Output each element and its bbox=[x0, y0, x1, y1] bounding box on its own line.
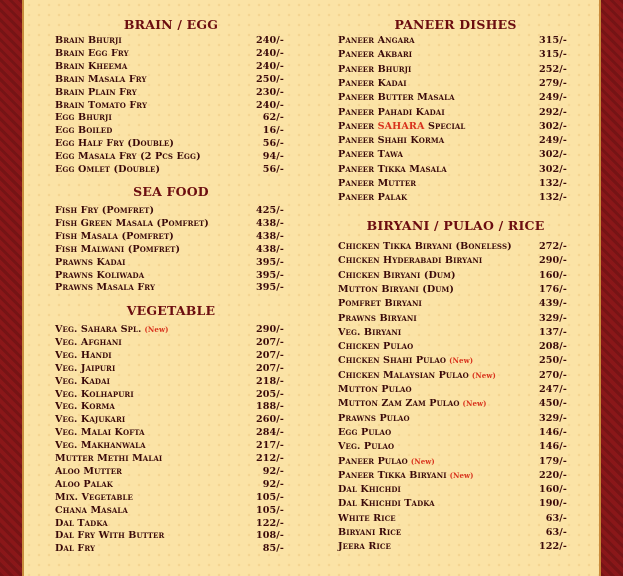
menu-item-name: Egg Boiled bbox=[55, 125, 113, 137]
menu-item bbox=[55, 231, 287, 243]
menu-item-price: 92/- bbox=[262, 478, 284, 490]
menu-item bbox=[338, 298, 573, 310]
menu-item bbox=[55, 440, 287, 452]
menu-item-price: 240/- bbox=[255, 99, 284, 111]
menu-item bbox=[55, 401, 287, 413]
menu-item-price: 395/- bbox=[255, 282, 284, 294]
menu-item-name: Paneer bbox=[338, 120, 375, 132]
menu-item bbox=[338, 178, 573, 190]
menu-item bbox=[338, 541, 573, 553]
menu-item-name: Dal Khichdi bbox=[338, 484, 401, 496]
menu-item bbox=[55, 112, 287, 124]
menu-item-name: Brain Tomato Fry bbox=[55, 99, 148, 111]
menu-item-name: Egg Omlet (Double) bbox=[55, 164, 161, 175]
menu-item bbox=[55, 324, 287, 336]
menu-item-price: 137/- bbox=[538, 326, 567, 338]
menu-item-highlight: SAHARA bbox=[377, 120, 425, 132]
menu-item-price: 146/- bbox=[538, 441, 567, 453]
menu-item bbox=[55, 427, 287, 439]
menu-item bbox=[55, 205, 287, 217]
menu-item-price: 249/- bbox=[538, 92, 567, 104]
menu-item-price: 315/- bbox=[538, 35, 567, 46]
menu-item-price: 105/- bbox=[255, 504, 284, 516]
menu-item bbox=[338, 413, 573, 425]
menu-item bbox=[338, 270, 573, 282]
menu-item-name: Chicken Malaysian Pulao bbox=[338, 369, 469, 381]
menu-item bbox=[338, 384, 573, 396]
menu-item-name: Dal Fry With Butter bbox=[55, 530, 165, 542]
section-heading-brain-egg: BRAIN / EGG bbox=[123, 17, 219, 32]
menu-item-price: 292/- bbox=[538, 106, 567, 118]
menu-item-name: Jeera Rice bbox=[338, 541, 391, 553]
menu-item-price: 85/- bbox=[262, 543, 284, 555]
menu-item-price: 176/- bbox=[538, 283, 567, 295]
menu-item-price: 240/- bbox=[255, 47, 284, 59]
menu-item bbox=[338, 527, 573, 539]
new-badge: (New) bbox=[410, 456, 435, 466]
menu-item bbox=[338, 78, 573, 90]
menu-item-name: Paneer Tikka Masala bbox=[338, 163, 447, 175]
menu-item-price: 279/- bbox=[538, 77, 567, 89]
menu-item bbox=[55, 389, 287, 401]
menu-item-price: 302/- bbox=[538, 149, 567, 161]
menu-item-name: Mutton Zam Zam Pulao bbox=[338, 398, 460, 410]
menu-item-price: 240/- bbox=[255, 60, 284, 72]
menu-item-name: Prawns Masala Fry bbox=[55, 282, 156, 294]
section-heading-biryani: BIRYANI / PULAO / RICE bbox=[366, 218, 545, 233]
menu-item-name: Chicken Pulao bbox=[338, 341, 414, 353]
menu-item-name: Chicken Tikka Biryani (Boneless) bbox=[338, 241, 512, 252]
menu-item-name: Prawns Pulao bbox=[338, 412, 410, 424]
menu-item-price: 329/- bbox=[538, 312, 567, 324]
menu-item-name: Mutton Pulao bbox=[338, 384, 412, 395]
menu-item-name: Veg. Kolhapuri bbox=[55, 388, 134, 400]
menu-item-price: 272/- bbox=[538, 241, 567, 252]
menu-item-name: Paneer Butter Masala bbox=[338, 92, 455, 104]
menu-item-price: 205/- bbox=[255, 388, 284, 400]
menu-item-price: 179/- bbox=[538, 455, 567, 467]
menu-item-price: 230/- bbox=[255, 86, 284, 98]
menu-item-suffix: Special bbox=[427, 120, 466, 132]
menu-item-name: Veg. Afghani bbox=[55, 336, 122, 348]
menu-item-price: 132/- bbox=[538, 178, 567, 189]
menu-item-name: Egg Pulao bbox=[338, 426, 392, 438]
menu-item-price: 56/- bbox=[262, 164, 284, 175]
new-badge: (New) bbox=[449, 356, 474, 366]
menu-item-price: 62/- bbox=[262, 112, 284, 124]
menu-item-price: 207/- bbox=[255, 362, 284, 374]
menu-item-name: Dal Khichdi Tadka bbox=[338, 498, 435, 510]
menu-item bbox=[338, 441, 573, 453]
menu-item-name: Brain Masala Fry bbox=[55, 73, 147, 85]
menu-item-price: 208/- bbox=[538, 341, 567, 353]
menu-item bbox=[55, 35, 287, 47]
left-gold-line bbox=[22, 0, 24, 576]
menu-item-name: Veg. Kajukari bbox=[55, 414, 126, 426]
menu-item-name: Egg Bhurji bbox=[55, 112, 112, 124]
menu-item-name: Fish Malwani (Pomfret) bbox=[55, 243, 181, 255]
menu-item-price: 160/- bbox=[538, 269, 567, 281]
menu-item-price: 207/- bbox=[255, 336, 284, 348]
menu-item-name: Paneer Kadai bbox=[338, 77, 407, 89]
menu-item bbox=[55, 518, 287, 530]
menu-item-price: 290/- bbox=[255, 324, 284, 335]
menu-item-name: Biryani Rice bbox=[338, 527, 402, 538]
menu-item-price: 425/- bbox=[255, 205, 284, 216]
menu-item bbox=[338, 64, 573, 76]
menu-item-price: 122/- bbox=[255, 517, 284, 529]
menu-item-name: Paneer Shahi Korma bbox=[338, 135, 445, 147]
menu-item bbox=[55, 270, 287, 282]
menu-item bbox=[55, 138, 287, 150]
menu-item-name: Paneer Palak bbox=[338, 192, 408, 204]
menu-item bbox=[338, 255, 573, 267]
menu-item-price: 260/- bbox=[255, 414, 284, 426]
menu-item-price: 302/- bbox=[538, 163, 567, 175]
menu-item-name: Chicken Hyderabadi Biryani bbox=[338, 255, 483, 267]
menu-item bbox=[338, 241, 573, 253]
menu-item-price: 218/- bbox=[255, 375, 284, 387]
menu-item-name: Veg. Biryani bbox=[338, 326, 402, 338]
menu-item-price: 220/- bbox=[538, 469, 567, 481]
menu-item bbox=[55, 530, 287, 542]
menu-item-price: 217/- bbox=[255, 440, 284, 452]
menu-item bbox=[55, 337, 287, 349]
menu-item-price: 92/- bbox=[262, 465, 284, 477]
menu-item bbox=[338, 341, 573, 353]
menu-item-price: 315/- bbox=[538, 49, 567, 61]
menu-item bbox=[338, 427, 573, 439]
menu-item-name: Paneer Akbari bbox=[338, 49, 413, 61]
right-ornamental-border bbox=[601, 0, 623, 576]
menu-item bbox=[55, 257, 287, 269]
menu-item-name: Paneer Pahadi Kadai bbox=[338, 106, 445, 118]
menu-item-name: Brain Plain Fry bbox=[55, 86, 137, 98]
menu-item-price: 284/- bbox=[255, 427, 284, 439]
menu-item bbox=[55, 125, 287, 137]
menu-item bbox=[338, 107, 573, 119]
menu-item bbox=[338, 398, 573, 410]
new-badge: (New) bbox=[471, 370, 496, 380]
menu-item-name: Fish Masala (Pomfret) bbox=[55, 230, 174, 242]
menu-item-name: Paneer Tawa bbox=[338, 149, 404, 161]
menu-item-price: 439/- bbox=[538, 298, 567, 310]
menu-item bbox=[55, 543, 287, 555]
menu-item-name: Prawns Biryani bbox=[338, 312, 417, 324]
menu-item-name: Chicken Biryani (Dum) bbox=[338, 269, 456, 281]
menu-item-name: Paneer Tikka Biryani bbox=[338, 469, 447, 481]
menu-item-name: Veg. Korma bbox=[55, 401, 115, 413]
menu-item-name: Paneer Angara bbox=[338, 35, 415, 46]
menu-item bbox=[338, 284, 573, 296]
menu-item-price: 16/- bbox=[262, 125, 284, 137]
new-badge: (New) bbox=[462, 399, 487, 409]
menu-item-name: Veg. Pulao bbox=[338, 441, 395, 453]
menu-item bbox=[55, 61, 287, 73]
menu-item bbox=[338, 484, 573, 496]
menu-item-price: 94/- bbox=[262, 151, 284, 163]
menu-item bbox=[338, 35, 573, 47]
new-badge: (New) bbox=[144, 325, 169, 334]
menu-item bbox=[338, 135, 573, 147]
menu-item bbox=[55, 164, 287, 176]
menu-item bbox=[338, 470, 573, 482]
menu-item bbox=[55, 48, 287, 60]
menu-item-price: 207/- bbox=[255, 349, 284, 361]
menu-item-name: Fish Green Masala (Pomfret) bbox=[55, 217, 209, 229]
menu-item-price: 146/- bbox=[538, 426, 567, 438]
menu-item-price: 105/- bbox=[255, 491, 284, 503]
menu-item-price: 249/- bbox=[538, 135, 567, 147]
menu-item-name: Egg Masala Fry (2 Pcs Egg) bbox=[55, 151, 201, 163]
menu-item-name: Aloo Palak bbox=[55, 478, 113, 490]
menu-item bbox=[338, 370, 573, 382]
menu-item-price: 450/- bbox=[538, 398, 567, 410]
menu-item bbox=[338, 121, 573, 133]
menu-item-price: 395/- bbox=[255, 269, 284, 281]
menu-item-price: 250/- bbox=[255, 73, 284, 85]
menu-item-name: Prawns Koliwada bbox=[55, 269, 145, 281]
menu-item bbox=[338, 92, 573, 104]
menu-item bbox=[338, 49, 573, 61]
menu-item bbox=[55, 87, 287, 99]
menu-item-name: Paneer Pulao bbox=[338, 455, 408, 467]
menu-item-price: 438/- bbox=[255, 230, 284, 242]
menu-item-price: 190/- bbox=[538, 498, 567, 510]
menu-item bbox=[338, 192, 573, 204]
menu-item bbox=[55, 151, 287, 163]
menu-item bbox=[55, 74, 287, 86]
menu-item-price: 438/- bbox=[255, 243, 284, 255]
menu-item bbox=[55, 479, 287, 491]
menu-item-name: Veg. Kadai bbox=[55, 375, 110, 387]
menu-item bbox=[55, 350, 287, 362]
menu-item bbox=[55, 492, 287, 504]
menu-item bbox=[338, 498, 573, 510]
menu-item-price: 270/- bbox=[538, 369, 567, 381]
menu-item-price: 240/- bbox=[255, 35, 284, 46]
menu-item-price: 63/- bbox=[545, 527, 567, 538]
menu-item-price: 212/- bbox=[255, 453, 284, 464]
menu-item-price: 188/- bbox=[255, 401, 284, 413]
menu-item-name: Egg Half Fry (Double) bbox=[55, 138, 174, 150]
menu-item-name: Brain Bhurji bbox=[55, 35, 122, 46]
menu-item-price: 438/- bbox=[255, 217, 284, 229]
section-heading-paneer: PANEER DISHES bbox=[394, 17, 517, 32]
menu-item-price: 302/- bbox=[538, 120, 567, 132]
menu-item-name: Brain Egg Fry bbox=[55, 47, 129, 59]
menu-item-name: Dal Tadka bbox=[55, 517, 108, 529]
menu-item-name: Aloo Mutter bbox=[55, 465, 123, 477]
right-gold-line bbox=[599, 0, 601, 576]
menu-item-price: 250/- bbox=[538, 355, 567, 367]
menu-item bbox=[55, 218, 287, 230]
menu-item-name: Brain Kheema bbox=[55, 60, 128, 72]
menu-item-price: 122/- bbox=[538, 541, 567, 553]
menu-item-name: Paneer Mutter bbox=[338, 178, 417, 189]
menu-item bbox=[55, 453, 287, 465]
menu-item-name: Paneer Bhurji bbox=[338, 63, 412, 75]
menu-item-name: White Rice bbox=[338, 512, 396, 524]
menu-item bbox=[55, 100, 287, 112]
menu-item bbox=[338, 313, 573, 325]
menu-item-price: 56/- bbox=[262, 138, 284, 150]
section-heading-sea-food: SEA FOOD bbox=[133, 184, 209, 199]
menu-item bbox=[55, 363, 287, 375]
menu-item bbox=[338, 513, 573, 525]
menu-item-name: Veg. Malai Kofta bbox=[55, 427, 145, 439]
menu-item-price: 160/- bbox=[538, 484, 567, 496]
menu-item-name: Veg. Makhanwala bbox=[55, 440, 146, 452]
menu-item bbox=[338, 164, 573, 176]
menu-item-name: Veg. Jaipuri bbox=[55, 362, 116, 374]
menu-item-price: 252/- bbox=[538, 63, 567, 75]
menu-item-name: Mutton Biryani (Dum) bbox=[338, 283, 454, 295]
menu-item bbox=[338, 327, 573, 339]
menu-item-price: 395/- bbox=[255, 256, 284, 268]
menu-item-name: Pomfret Biryani bbox=[338, 298, 422, 310]
menu-item-name: Prawns Kadai bbox=[55, 256, 126, 268]
menu-item bbox=[55, 376, 287, 388]
menu-item bbox=[55, 505, 287, 517]
left-ornamental-border bbox=[0, 0, 22, 576]
menu-item bbox=[55, 414, 287, 426]
menu-item bbox=[55, 244, 287, 256]
menu-item-name: Veg. Sahara Spl. bbox=[55, 324, 142, 335]
menu-item-name: Fish Fry (Pomfret) bbox=[55, 205, 155, 216]
menu-item-price: 63/- bbox=[545, 512, 567, 524]
menu-item-price: 290/- bbox=[538, 255, 567, 267]
menu-item-name: Mutter Methi Malai bbox=[55, 453, 163, 464]
menu-item bbox=[338, 355, 573, 367]
menu-item-price: 329/- bbox=[538, 412, 567, 424]
menu-item bbox=[338, 149, 573, 161]
menu-item bbox=[55, 282, 287, 294]
menu-item bbox=[338, 456, 573, 468]
section-heading-vegetable: VEGETABLE bbox=[126, 303, 216, 318]
menu-item-price: 247/- bbox=[538, 384, 567, 395]
menu-item bbox=[55, 466, 287, 478]
menu-item-name: Chana Masala bbox=[55, 504, 128, 516]
menu-item-name: Mix. Vegetable bbox=[55, 491, 133, 503]
menu-item-price: 108/- bbox=[255, 530, 284, 542]
menu-item-name: Veg. Handi bbox=[55, 349, 112, 361]
menu-item-name: Chicken Shahi Pulao bbox=[338, 355, 447, 367]
menu-item-price: 132/- bbox=[538, 192, 567, 204]
new-badge: (New) bbox=[449, 470, 474, 480]
menu-item-name: Dal Fry bbox=[55, 543, 96, 555]
